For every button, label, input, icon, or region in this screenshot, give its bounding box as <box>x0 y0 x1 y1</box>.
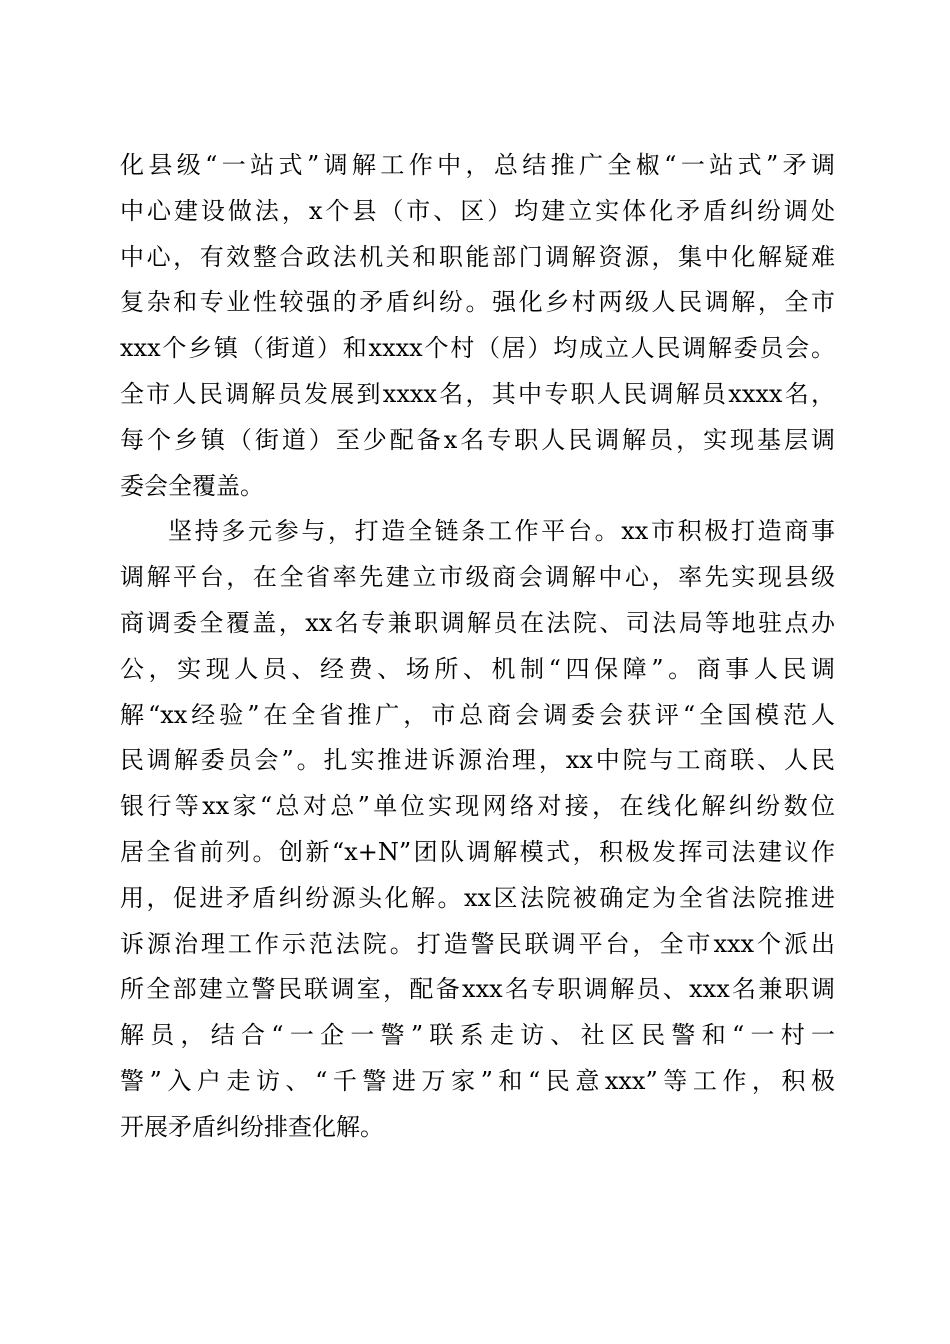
paragraph-1 <box>120 143 835 509</box>
paragraph-line: 复杂和专业性较强的矛盾纠纷。强化乡村两级人民调解，全市 <box>120 288 835 317</box>
paragraph-line: 解“xx经验”在全省推广，市总商会调委会获评“全国模范人 <box>120 700 835 729</box>
paragraph-line: 全市人民调解员发展到xxxx名，其中专职人民调解员xxxx名， <box>120 379 835 408</box>
paragraph-line: 解员，结合“一企一警”联系走访、社区民警和“一村一 <box>120 1021 835 1050</box>
paragraph-line: 公，实现人员、经费、场所、机制“四保障”。商事人民调 <box>120 654 835 683</box>
paragraph-line: 居全省前列。创新“x+N”团队调解模式，积极发挥司法建议作 <box>120 837 835 866</box>
paragraph-line: 开展矛盾纠纷排查化解。 <box>120 1112 384 1141</box>
paragraph-line: 调解平台，在全省率先建立市级商会调解中心，率先实现县级 <box>120 563 835 592</box>
paragraph-line: 委会全覆盖。 <box>120 471 264 500</box>
paragraph-line: 坚持多元参与，打造全链条工作平台。xx市积极打造商事 <box>168 517 835 546</box>
paragraph-line: 银行等xx家“总对总”单位实现网络对接，在线化解纠纷数位 <box>120 792 835 821</box>
paragraph-line: xxx个乡镇（街道）和xxxx个村（居）均成立人民调解委员会。 <box>120 334 835 363</box>
paragraph-line: 化县级“一站式”调解工作中，总结推广全椒“一站式”矛调 <box>120 151 835 179</box>
paragraph-line: 民调解委员会”。扎实推进诉源治理，xx中院与工商联、人民 <box>120 746 835 775</box>
paragraph-line: 诉源治理工作示范法院。打造警民联调平台，全市xxx个派出 <box>120 929 835 958</box>
paragraph-line: 所全部建立警民联调室，配备xxx名专职调解员、xxx名兼职调 <box>120 975 835 1004</box>
paragraph-line: 每个乡镇（街道）至少配备x名专职人民调解员，实现基层调 <box>120 425 835 454</box>
paragraph-line: 中心建设做法，x个县（市、区）均建立实体化矛盾纠纷调处 <box>120 196 835 225</box>
paragraph-line: 用，促进矛盾纠纷源头化解。xx区法院被确定为全省法院推进 <box>120 883 835 912</box>
paragraph-line: 警”入户走访、“千警进万家”和“民意xxx”等工作，积极 <box>120 1066 835 1095</box>
document-body <box>120 143 835 1151</box>
paragraph-line: 商调委全覆盖，xx名专兼职调解员在法院、司法局等地驻点办 <box>120 608 835 637</box>
paragraph-2 <box>120 509 835 1150</box>
paragraph-line: 中心，有效整合政法机关和职能部门调解资源，集中化解疑难 <box>120 242 835 271</box>
